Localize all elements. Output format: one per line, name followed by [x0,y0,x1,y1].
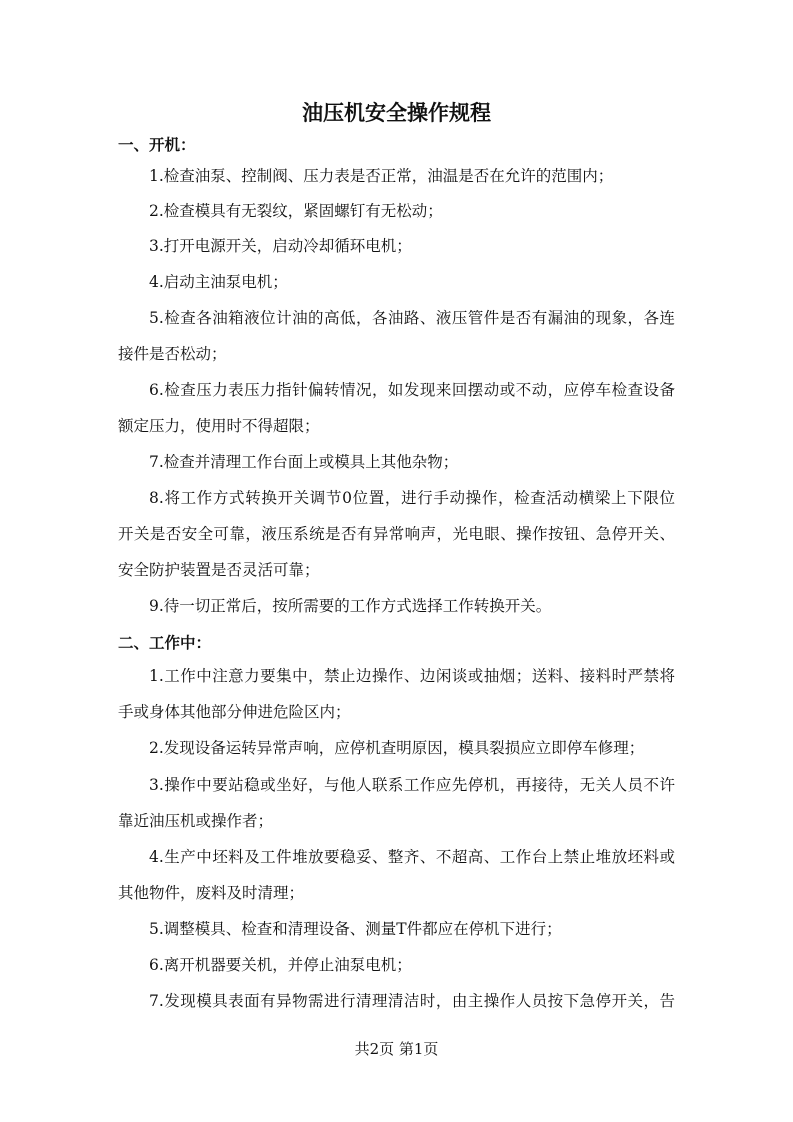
paragraph-line: 4.启动主油泵电机； [149,273,288,291]
paragraph-line: 2.发现设备运转异常声响，应停机查明原因，模具裂损应立即停车修理； [149,739,645,757]
paragraph-line: 接件是否松动； [118,345,227,363]
paragraph-line: 5.调整模具、检查和清理设备、测量T件都应在停机下进行； [149,920,562,938]
section-heading-working: 二、工作中： [118,634,212,652]
paragraph-line: 4.生产中坯料及工件堆放要稳妥、整齐、不超高、工作台上禁止堆放坯料或 [149,848,675,866]
paragraph-line: 7.检查并清理工作台面上或模具上其他杂物； [149,453,459,471]
paragraph-line: 8.将工作方式转换开关调节0位置，进行手动操作，检查活动横梁上下限位 [149,489,675,507]
paragraph-line: 3.打开电源开关，启动冷却循环电机； [149,237,412,255]
paragraph-line: 安全防护装置是否灵活可靠； [118,561,320,579]
document-title: 油压机安全操作规程 [302,101,491,125]
paragraph-line: 其他物件，废料及时清理； [118,884,305,902]
paragraph-line: 6.检查压力表压力指针偏转情况，如发现来回摆动或不动，应停车检查设备 [149,381,675,399]
paragraph-line: 6.离开机器要关机，并停止油泵电机； [149,956,412,974]
paragraph-line: 开关是否安全可靠，液压系统是否有异常响声，光电眼、操作按钮、急停开关、 [118,525,675,543]
section-heading-startup: 一、开机： [118,136,196,154]
paragraph-line: 手或身体其他部分伸进危险区内； [118,703,351,721]
paragraph-line: 靠近油压机或操作者； [118,812,274,830]
paragraph-line: 额定压力，使用时不得超限； [118,417,320,435]
paragraph-line: 1.检查油泵、控制阀、压力表是否正常，油温是否在允许的范围内； [149,167,614,185]
paragraph-line: 1.工作中注意力要集中，禁止边操作、边闲谈或抽烟；送料、接料时严禁将 [149,667,675,685]
paragraph-line: 5.检查各油箱液位计油的高低，各油路、液压管件是否有漏油的现象，各连 [149,309,675,327]
page-footer: 共2页 第1页 [354,1040,439,1058]
paragraph-line: 7.发现模具表面有异物需进行清理清洁时，由主操作人员按下急停开关，告 [149,992,675,1010]
paragraph-line: 2.检查模具有无裂纹，紧固螺钉有无松动； [149,202,443,220]
paragraph-line: 3.操作中要站稳或坐好，与他人联系工作应先停机，再接待，无关人员不许 [149,776,675,794]
paragraph-line: 9.待一切正常后，按所需要的工作方式选择工作转换开关。 [149,597,552,615]
